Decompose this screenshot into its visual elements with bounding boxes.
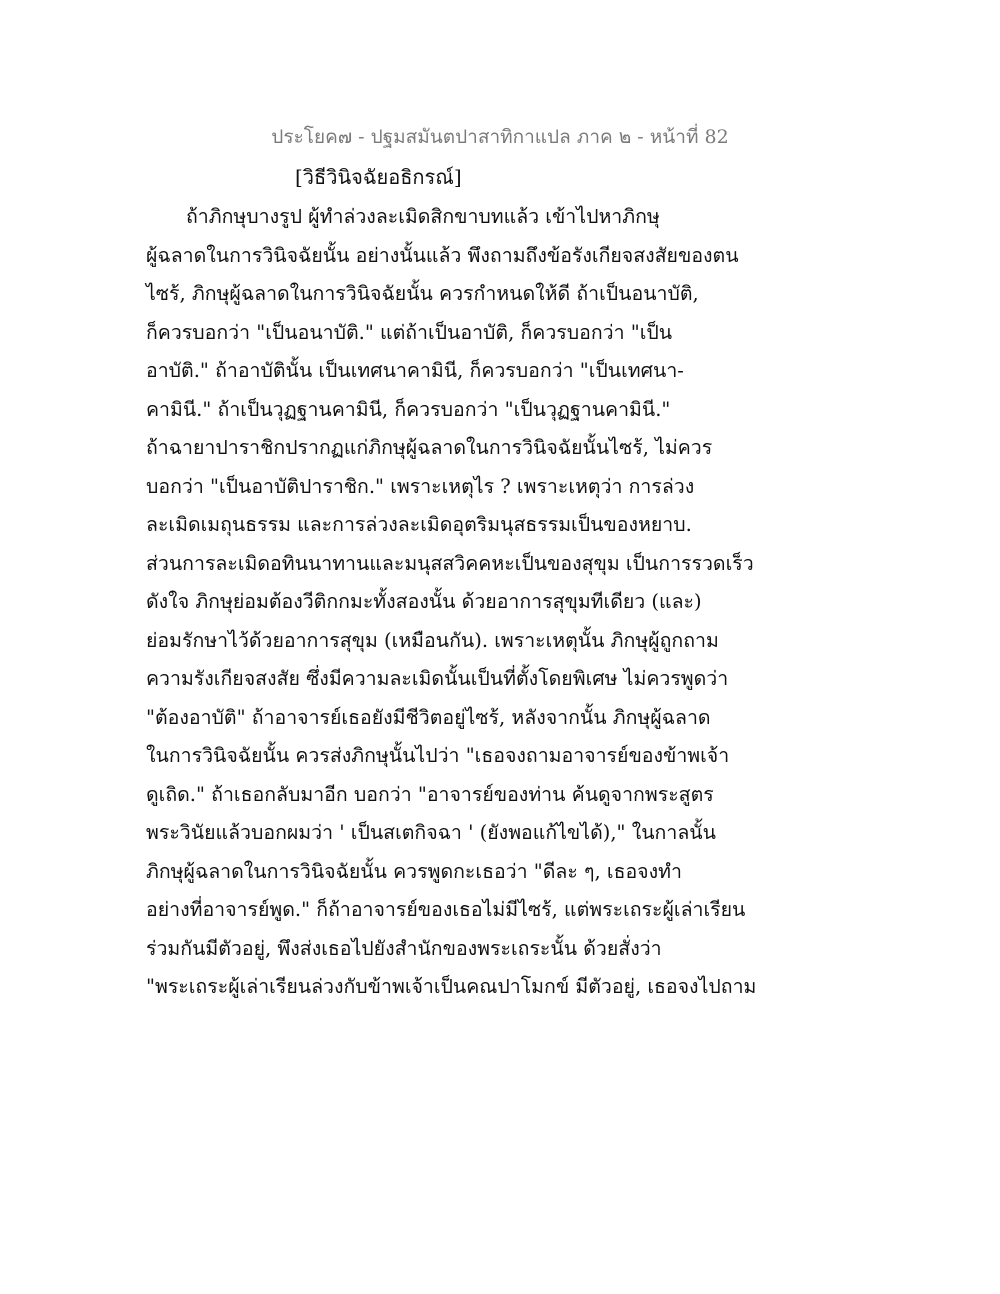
text-line: ย่อมรักษาไว้ด้วยอาการสุขุม (เหมือนกัน). เพราะเหตุนั้น ภิกษุผู้ถูกถาม — [146, 628, 719, 652]
text-line: ก็ควรบอกว่า "เป็นอนาบัติ." แต่ถ้าเป็นอาบัติ, ก็ควรบอกว่า "เป็น — [146, 320, 673, 344]
text-line: บอกว่า "เป็นอาบัติปาราชิก." เพราะเหตุไร ? เพราะเหตุว่า การล่วง — [146, 474, 695, 498]
text-line: ไซร้, ภิกษุผู้ฉลาดในการวินิจฉัยนั้น ควรกำหนดให้ดี ถ้าเป็นอนาบัติ, — [146, 282, 699, 305]
text-line: อาบัติ." ถ้าอาบัตินั้น เป็นเทศนาคามินี, ก็ควรบอกว่า "เป็นเทศนา- — [146, 359, 684, 382]
text-line: พระวินัยแล้วบอกผมว่า ' เป็นสเตกิจฉา ' (ยังพอแก้ไขได้)," ในกาลนั้น — [146, 821, 716, 844]
text-line: ความรังเกียจสงสัย ซึ่งมีความละเมิดนั้นเป็นที่ตั้งโดยพิเศษ ไม่ควรพูดว่า — [146, 667, 729, 690]
text-line: "พระเถระผู้เล่าเรียนล่วงกับข้าพเจ้าเป็นคณปาโมกข์ มีตัวอยู่, เธอจงไปถาม — [146, 975, 757, 998]
text-line: ดังใจ ภิกษุย่อมต้องวีติกกมะทั้งสองนั้น ด้วยอาการสุขุมทีเดียว (และ) — [146, 590, 702, 613]
text-line: "ต้องอาบัติ" ถ้าอาจารย์เธอยังมีชีวิตอยู่ไซร้, หลังจากนั้น ภิกษุผู้ฉลาด — [146, 705, 711, 729]
text-line: ร่วมกันมีตัวอยู่, พึงส่งเธอไปยังสำนักของพระเถระนั้น ด้วยสั่งว่า — [146, 936, 662, 960]
page-header: ประโยค๗ - ปฐมสมันตปาสาทิกาแปล ภาค ๒ - หน้าที่ 82 — [271, 126, 729, 148]
text-line: อย่างที่อาจารย์พูด." ก็ถ้าอาจารย์ของเธอไม่มีไซร้, แต่พระเถระผู้เล่าเรียน — [146, 898, 746, 921]
text-line: ดูเถิด." ถ้าเธอกลับมาอีก บอกว่า "อาจารย์ของท่าน ค้นดูจากพระสูตร — [146, 782, 714, 806]
body-text — [146, 198, 866, 1007]
text-line: ละเมิดเมถุนธรรม และการล่วงละเมิดอุตริมนุสธรรมเป็นของหยาบ. — [146, 513, 692, 536]
text-line: ถ้าฉายาปาราชิกปรากฏแก่ภิกษุผู้ฉลาดในการวินิจฉัยนั้นไซร้, ไม่ควร — [146, 436, 713, 459]
text-line: ผู้ฉลาดในการวินิจฉัยนั้น อย่างนั้นแล้ว พึงถามถึงข้อรังเกียจสงสัยของตน — [146, 243, 739, 267]
text-line: คามินี." ถ้าเป็นวุฏฐานคามินี, ก็ควรบอกว่า "เป็นวุฏฐานคามินี." — [146, 397, 671, 421]
text-line: ในการวินิจฉัยนั้น ควรส่งภิกษุนั้นไปว่า "เธอจงถามอาจารย์ของข้าพเจ้า — [146, 744, 730, 767]
section-title: [วิธีวินิจฉัยอธิกรณ์] — [295, 165, 462, 189]
text-line: ส่วนการละเมิดอทินนาทานและมนุสสวิคคหะเป็นของสุขุม เป็นการรวดเร็ว — [146, 551, 754, 575]
text-line: ถ้าภิกษุบางรูป ผู้ทำล่วงละเมิดสิกขาบทแล้ว เข้าไปหาภิกษุ — [186, 205, 660, 228]
text-line: ภิกษุผู้ฉลาดในการวินิจฉัยนั้น ควรพูดกะเธอว่า "ดีละ ๆ, เธอจงทำ — [146, 859, 682, 883]
